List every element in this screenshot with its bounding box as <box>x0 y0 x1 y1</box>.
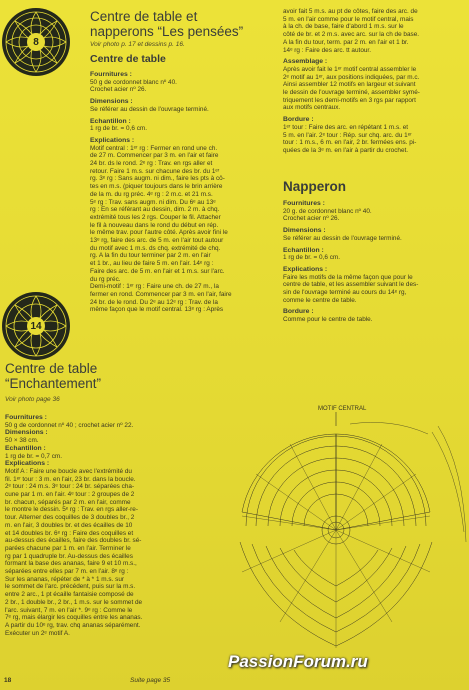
text-line: 24 br. ds le rond. 2ᵉ rg : Trav. en rgs aller et <box>90 160 213 168</box>
section-label: Echantillon : <box>90 117 131 125</box>
text-line: tes en m.s. (piquer toujours dans le brin arrière <box>90 183 223 191</box>
text-line: rg. 3ᵉ rg : Sans augm. ni dim., faire les pts à cô- <box>90 175 225 183</box>
text-line: 50 × 38 cm. <box>5 437 39 445</box>
text-line: le dessin de l'ouvrage terminé, assembler symé- <box>283 89 420 97</box>
section-label: Dimensions : <box>90 98 133 106</box>
text-line: le même trav. pour l'autre côté. Après avoir fini le <box>90 229 228 237</box>
text-line: Faire les motifs de la même façon que pour le <box>283 273 413 281</box>
text-line: de 27 m. Commencer par 3 m. en l'air et faire <box>90 152 219 160</box>
text-line: Demi-motif : 1ᵉʳ rg : Faire une ch. de 27 m., la <box>90 283 219 291</box>
instructions-napperon <box>283 200 467 324</box>
text-line: cune par 1 m. en l'air. 4ᵉ tour : 2 groupes de 2 <box>5 491 135 499</box>
text-line: le fil à nouveau dans le rond du début en rép. <box>90 221 219 229</box>
text-line: triquement les demi-motifs en 3 rgs par rapport <box>283 96 416 104</box>
title-napperon: Napperon <box>283 179 347 194</box>
text-line: 5ᵉ rg : Trav. sans augm. ni dim. Du 6ᵉ au 13ᵉ <box>90 198 216 206</box>
text-line: tour. Alterner des coquilles de 3 doubles br., 2 <box>5 514 135 522</box>
text-line: 50 g de cordonnet nº 40 ; crochet acier nº 22. <box>5 421 134 429</box>
text-line: Motif central : 1ᵉʳ rg : Fermer en rond une ch. <box>90 144 218 152</box>
text-line: aux motifs centraux. <box>283 104 341 112</box>
section-label: Echantillon : <box>283 246 324 254</box>
section-label: Bordure : <box>283 116 314 124</box>
text-line: Ainsi assembler 12 motifs en largeur et suivant <box>283 81 416 89</box>
text-line: Après avoir fait le 1ᵉʳ motif central assembler le <box>283 65 417 73</box>
text-line: rg. A la fin du tour terminer par 2 m. en l'air <box>90 252 211 260</box>
text-line: Faire des arc. de 5 m. en l'air et 1 m.s. sur l'arc. <box>90 267 225 275</box>
text-line: 13ᵉ rg, faire des arc. de 5 m. en l'air tout autour <box>90 237 224 245</box>
text-line: Motif A : Faire une boucle avec l'extrémité du <box>5 467 132 475</box>
section-label: Explications : <box>5 460 50 468</box>
section-label: Echantillon : <box>5 444 46 452</box>
subtitle-centre-de-table: Centre de table <box>90 53 166 65</box>
section-label: Fournitures : <box>5 414 47 421</box>
text-line: 50 g de cordonnet blanc nº 40. <box>90 78 177 86</box>
text-line: parées chacune par 1 m. en l'air. Terminer le <box>5 544 131 552</box>
text-line: sin de l'ouvrage terminé au cours du 14ᵉ rg, <box>283 289 407 297</box>
text-line: 1 rg de br. = 0,7 cm. <box>5 452 63 460</box>
instructions-enchantement <box>5 414 205 637</box>
text-line: centre de table, et les assembler suivant le des- <box>283 281 419 289</box>
text-line: l'arc. suivant, 7 m. en l'air *. 9ᵉ rg : Comme le <box>5 606 133 614</box>
text-line: Se référer au dessin de l'ouvrage terminé. <box>283 234 402 242</box>
diagram-label: MOTIF CENTRAL <box>318 406 367 412</box>
text-line: 1 rg de br. = 0,6 cm. <box>283 254 341 262</box>
text-line: tour : 1 m.s., 6 m. en l'air, 2 br. fermées ens. pi- <box>283 139 417 147</box>
text-line: au-dessus des écailles, faire des doubles br. sé- <box>5 537 142 545</box>
text-line: formant la base des ananas, faire 9 et 10 m.s., <box>5 560 137 568</box>
badge-number: 14 <box>27 317 45 335</box>
text-line: du rg préc. <box>90 275 121 283</box>
instructions-continued <box>283 8 467 155</box>
text-line: fermer en rond. Commencer par 3 m. en l'air, faire <box>90 290 232 298</box>
continued-note: Suite page 35 <box>130 677 171 684</box>
text-line: 2 br., 1 double br., 2 br., 1 m.s. sur le sommet de <box>5 598 143 606</box>
section-label: Explications : <box>90 136 135 144</box>
text-line: de la m. du rg préc. 4ᵉ rg : 2 m.c. et 21 m.s. <box>90 190 213 198</box>
section-label: Bordure : <box>283 308 314 316</box>
text-line: A partir du 10ᵉ rg, trav. chq ananas séparément. <box>5 621 141 629</box>
watermark: PassionForum.ru <box>228 652 368 671</box>
text-line: A la fin du tour, term. par 2 m. en l'air et 1 br. <box>283 38 409 46</box>
text-line: retour. Faire 1 m.s. sur chacune des br. du 1ᵉʳ <box>90 167 220 175</box>
text-line: br. chacun, séparés par 2 m. en l'air, comme <box>5 498 131 506</box>
text-line: 1ᵉʳ tour : Faire des arc. en répétant 1 m.s. et <box>283 123 409 131</box>
badge-number: 8 <box>27 33 45 51</box>
section-label: Assemblage : <box>283 58 328 66</box>
text-line: extrémité tous les 2 rgs. Couper le fil. Attacher <box>90 213 221 221</box>
text-line: côté de br. et 2 m.s. avec arc. sur la ch de base. <box>283 31 420 39</box>
text-line: à la ch. de base, faire d'abord 1 m.s. sur le <box>283 23 404 31</box>
page-number: 18 <box>4 677 12 684</box>
text-line: Comme pour le centre de table. <box>283 316 373 324</box>
text-line: Crochet acier nº 26. <box>90 86 147 94</box>
section-label: Explications : <box>283 265 328 273</box>
text-line: du motif avec 1 m.s. ds chq. extrémité de chq. <box>90 244 221 252</box>
section-label: Fournitures : <box>283 200 325 207</box>
caption-pensees: Voir photo p. 17 et dessins p. 16. <box>90 41 185 48</box>
text-line: quées de la 3ᵉ m. en l'air à partir du crochet. <box>283 146 409 154</box>
text-line: comme le centre de table. <box>283 296 357 304</box>
text-line: séparées entre elles par 7 m. en l'air. 8ᵉ rg : <box>5 568 129 576</box>
text-line: 5 m. en l'air. 2ᵉ tour : Rép. sur chq. arc. du 1ᵉʳ <box>283 131 412 139</box>
instructions-centre-de-table <box>90 71 278 314</box>
text-line: m. en l'air, 3 doubles br. et des écailles de 10 <box>5 521 133 529</box>
title-pensees-1: Centre de table et <box>90 9 198 24</box>
text-line: 20 g. de cordonnet blanc nº 40. <box>283 207 372 215</box>
crochet-chart-diagram <box>232 406 467 662</box>
section-label: Fournitures : <box>90 71 132 78</box>
text-line: rg par 1 quadruple br. Au-dessus des écailles <box>5 552 133 560</box>
text-line: 5 m. en l'air comme pour le motif central, mais <box>283 15 414 23</box>
section-label: Dimensions : <box>5 429 48 437</box>
text-line: et 14 doubles br. 6ᵉ rg : Faire des coquilles et <box>5 529 134 537</box>
title-enchantement-2: “Enchantement” <box>5 376 102 391</box>
text-line: le montre le dessin. 5ᵉ rg : Trav. en rgs aller-re- <box>5 506 138 514</box>
text-line: et 1 br., au lieu de faire 5 m. en l'air. 14ᵉ rg : <box>90 260 214 268</box>
text-line: 14ᵉ rg : Faire des arc. tt autour. <box>283 46 371 54</box>
text-line: Sur les ananas, répéter de * à * 1 m.s. sur <box>5 575 124 583</box>
motif-badge-8 <box>2 8 70 76</box>
title-enchantement-1: Centre de table <box>5 361 98 376</box>
text-line: entre 2 arc., 1 pt écaille fantaisie composé de <box>5 591 134 599</box>
text-line: 1 rg de br. = 0,6 cm. <box>90 125 148 133</box>
text-line: 2ᵉ motif au 1ᵉʳ, aux positions indiquées, par m.c. <box>283 73 420 81</box>
motif-badge-14 <box>2 292 70 360</box>
title-pensees-2: napperons “Les pensées” <box>90 24 244 39</box>
text-line: Exécuter un 2ᵉ motif A. <box>5 629 70 637</box>
section-label: Dimensions : <box>283 227 326 235</box>
text-line: Se référer au dessin de l'ouvrage terminé. <box>90 105 209 113</box>
text-line: même façon que le motif central. 13ᵉ rg : Après <box>90 306 224 314</box>
text-line: 24 br. de le rond. Du 2ᵉ au 12ᵉ rg : Trav. de la <box>90 298 218 306</box>
text-line: 7ᵉ rg, mais élargir les coquilles entre les ananas. <box>5 614 143 622</box>
caption-enchantement: Voir photo page 36 <box>5 396 60 403</box>
text-line: fil. 1ᵉʳ tour : 3 m. en l'air, 23 br. dans la boucle. <box>5 475 136 483</box>
text-line: Crochet acier nº 26. <box>283 215 340 223</box>
text-line: le sommet de l'arc. précédent, puis sur la m.s. <box>5 583 136 591</box>
text-line: rg : En se référant au dessin, dim. 2 m. à chq. <box>90 206 220 214</box>
text-line: 2ᵉ tour : 24 m.s. 3ᵉ tour : 24 br. séparées cha- <box>5 483 135 491</box>
text-line: avoir fait 5 m.s. au pt de côtes, faire des arc. de <box>283 8 418 15</box>
